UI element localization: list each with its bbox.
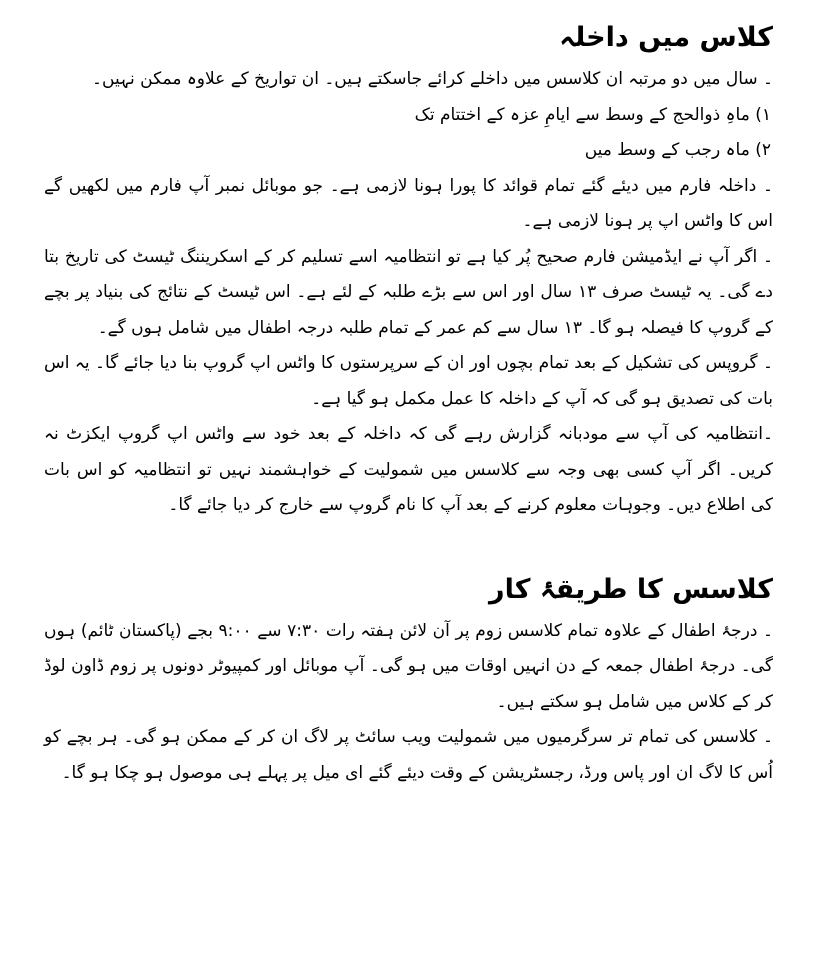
section-title-admission: کلاس میں داخلہ	[559, 22, 773, 53]
paragraph-screening-test: ۔ اگر آپ نے ایڈمیشن فارم صحیح پُر کیا ہے تو انتظامیہ اسے تسلیم کر کے اسکریننگ ٹیسٹ کی تاریخ بتا دے گی۔ یہ ٹیسٹ صرف ۱۳ سال اور اس سے بڑے طلبہ کے لئے ہے۔ اس ٹیسٹ کے نتائج کی بنیاد پر بچے کے گروپ کا فیصلہ ہو گا۔ ۱۳ سال سے کم عمر کے تمام طلبہ درجہ اطفال میں شامل ہوں گے۔	[44, 246, 773, 338]
paragraph-class-timing: ۔ درجۂ اطفال کے علاوہ تمام کلاسس زوم پر آن لائن ہفتہ رات ۷:۳۰ سے ۹:۰۰ بجے (پاکستان ٹائم) ہوں گی۔ درجۂ اطفال جمعہ کے دن انہیں اوقات میں ہو گی۔ آپ موبائل اور کمپیوٹر دونوں پر زوم ڈاون لوڈ کر کے کلاس میں شامل ہو سکتے ہیں۔	[44, 620, 773, 712]
paragraph-management-request: ۔انتظامیہ کی آپ سے مودبانہ گزارش رہے گی کہ داخلہ کے بعد خود سے واٹس اپ گروپ ایکزٹ نہ کریں۔ اگر آپ کسی بھی وجہ سے کلاسس میں شمولیت کے خواہشمند نہیں تو انتظامیہ کو اس بات کی اطلاع دیں۔ وجوہات معلوم کرنے کے بعد آپ کا نام گروپ سے خارج کر دیا جائے گا۔	[44, 424, 773, 515]
admission-intro: ۔ سال میں دو مرتبہ ان کلاسس میں داخلے کرائے جاسکتے ہیں۔ ان تواریخ کے علاوہ ممکن نہیں۔	[92, 69, 773, 89]
section-title-class-method: کلاسس کا طریقۂ کار	[489, 573, 773, 605]
admission-date-1: ۱) ماہِ ذوالحج کے وسط سے ایامِ عزہ کے اختتام تک	[414, 104, 771, 125]
paragraph-whatsapp-group: ۔ گروپس کی تشکیل کے بعد تمام بچوں اور ان کے سرپرستوں کا واٹس اپ گروپ بنا دیا جائے گا۔ یہ اس بات کی تصدیق ہو گی کہ آپ کے داخلہ کا عمل مکمل ہو گیا ہے۔	[44, 353, 773, 409]
paragraph-form-rules: ۔ داخلہ فارم میں دیئے گئے تمام قوائد کا پورا ہونا لازمی ہے۔ جو موبائل نمبر آپ فارم میں لکھیں گے اس کا واٹس اپ پر ہونا لازمی ہے۔	[44, 175, 773, 231]
paragraph-website-login: ۔ کلاسس کی تمام تر سرگرمیوں میں شمولیت ویب سائٹ پر لاگ ان کر کے ممکن ہو گی۔ ہر بچے کو اُس کا لاگ ان اور پاس ورڈ، رجسٹریشن کے وقت دیئے گئے ای میل پر پہلے ہی موصول ہو چکا ہو گا۔	[44, 727, 773, 783]
admission-date-2: ۲) ماہ رجب کے وسط میں	[584, 140, 771, 160]
